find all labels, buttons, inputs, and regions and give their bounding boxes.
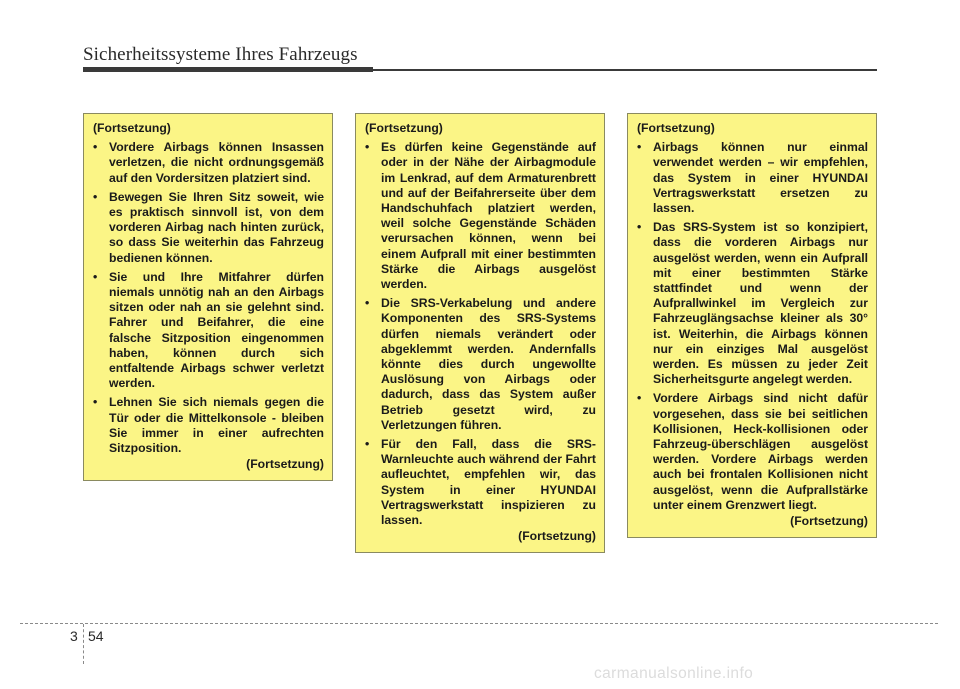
- watermark-text: carmanualsonline.info: [594, 665, 754, 682]
- list-item: • Das SRS-System ist so konzipiert, dass die vorderen Airbags nur ausgelöst werden, wenn ein Aufprall mit einer bestimmten Stärke stattfindet und wenn der Aufprallwinkel im Vergleich zur Fahrzeuglängsachse kleiner als 30° ist. Weiterhin, die Airbags können nur ein einziges Mal ausgelöst werden. Es müssen zu jeder Zeit Sicherheitsgurte angelegt werden.: [637, 220, 868, 387]
- bullet-icon: •: [93, 395, 98, 410]
- bullet-icon: •: [637, 140, 642, 155]
- list-item: • Für den Fall, dass die SRS-Warnleuchte auch während der Fahrt aufleuchtet, empfehlen wir, das System in einer HYUNDAI Vertragswerkstatt inspizieren zu lassen.: [365, 437, 596, 528]
- header-rule-thick: [83, 67, 373, 72]
- bullet-icon: •: [93, 140, 98, 155]
- list-item: • Vordere Airbags können Insassen verletzen, die nicht ordnungsgemäß auf den Vordersitzen platziert sind.: [93, 140, 324, 185]
- box-heading: (Fortsetzung): [93, 121, 171, 135]
- list-item: • Airbags können nur einmal verwendet werden – wir empfehlen, das System in einer HYUNDAI Vertragswerkstatt ersetzen zu lassen.: [637, 140, 868, 216]
- chapter-number: 3: [70, 628, 78, 644]
- bullet-icon: •: [637, 220, 642, 235]
- bullet-icon: •: [93, 189, 98, 204]
- footer-divider: [83, 624, 84, 664]
- continued-label: (Fortsetzung): [790, 514, 868, 529]
- bullet-list: [364, 140, 596, 528]
- page-number: 54: [88, 628, 104, 644]
- list-item: • Sie und Ihre Mitfahrer dürfen niemals unnötig nah an den Airbags sitzen oder nah an sie gelehnt sind. Fahrer und Beifahrer, die eine falsche Sitzposition eingenommen haben, können durch sich entfaltende Airbags schwer verletzt werden.: [93, 269, 324, 391]
- chapter-title: Sicherheitssysteme Ihres Fahrzeugs: [83, 44, 358, 65]
- footer-dashed-rule: [20, 623, 938, 624]
- bullet-icon: •: [365, 437, 370, 452]
- warning-box-2: [355, 113, 605, 553]
- continued-label: (Fortsetzung): [518, 529, 596, 544]
- bullet-icon: •: [93, 269, 98, 284]
- bullet-icon: •: [365, 296, 370, 311]
- header-rule-thin: [373, 69, 877, 71]
- list-item: • Es dürfen keine Gegenstände auf oder in der Nähe der Airbagmodule im Lenkrad, auf dem Armaturenbrett und auf der Beifahrerseite über dem Handschuhfach platziert werden, weil solche Gegenstände Schäden verursachen können, wenn bei einem Aufprall mit einer bestimmten Stärke die Airbags ausgelöst werden.: [365, 140, 596, 292]
- list-item: • Lehnen Sie sich niemals gegen die Tür oder die Mittelkonsole - bleiben Sie immer in einer aufrechten Sitzposition.: [93, 395, 324, 456]
- list-item: • Vordere Airbags sind nicht dafür vorgesehen, dass sie bei seitlichen Kollisionen, Heck-kollisionen oder Fahrzeug-überschlägen ausgelöst werden. Vordere Airbags werden auch bei frontalen Kollisionen nicht ausgelöst, wenn die Aufprallstärke unter einem Grenzwert liegt.: [637, 391, 868, 512]
- bullet-list: [636, 140, 868, 513]
- bullet-icon: •: [637, 391, 642, 406]
- warning-box-1: [83, 113, 333, 481]
- bullet-list: [92, 140, 324, 456]
- list-item: • Die SRS-Verkabelung und andere Komponenten des SRS-Systems dürfen niemals verändert oder abgeklemmt werden. Andernfalls könnte dies durch ungewollte Auslösung von Airbags oder dadurch, dass das System außer Betrieb gesetzt wird, zu Verletzungen führen.: [365, 296, 596, 432]
- continued-label: (Fortsetzung): [246, 457, 324, 472]
- bullet-icon: •: [365, 140, 370, 155]
- list-item: • Bewegen Sie Ihren Sitz soweit, wie es praktisch sinnvoll ist, von dem vorderen Airbag nach hinten zurück, so dass Sie weiterhin das Fahrzeug bedienen können.: [93, 189, 324, 265]
- box-heading: (Fortsetzung): [365, 121, 443, 135]
- box-heading: (Fortsetzung): [637, 121, 715, 135]
- warning-box-3: [627, 113, 877, 538]
